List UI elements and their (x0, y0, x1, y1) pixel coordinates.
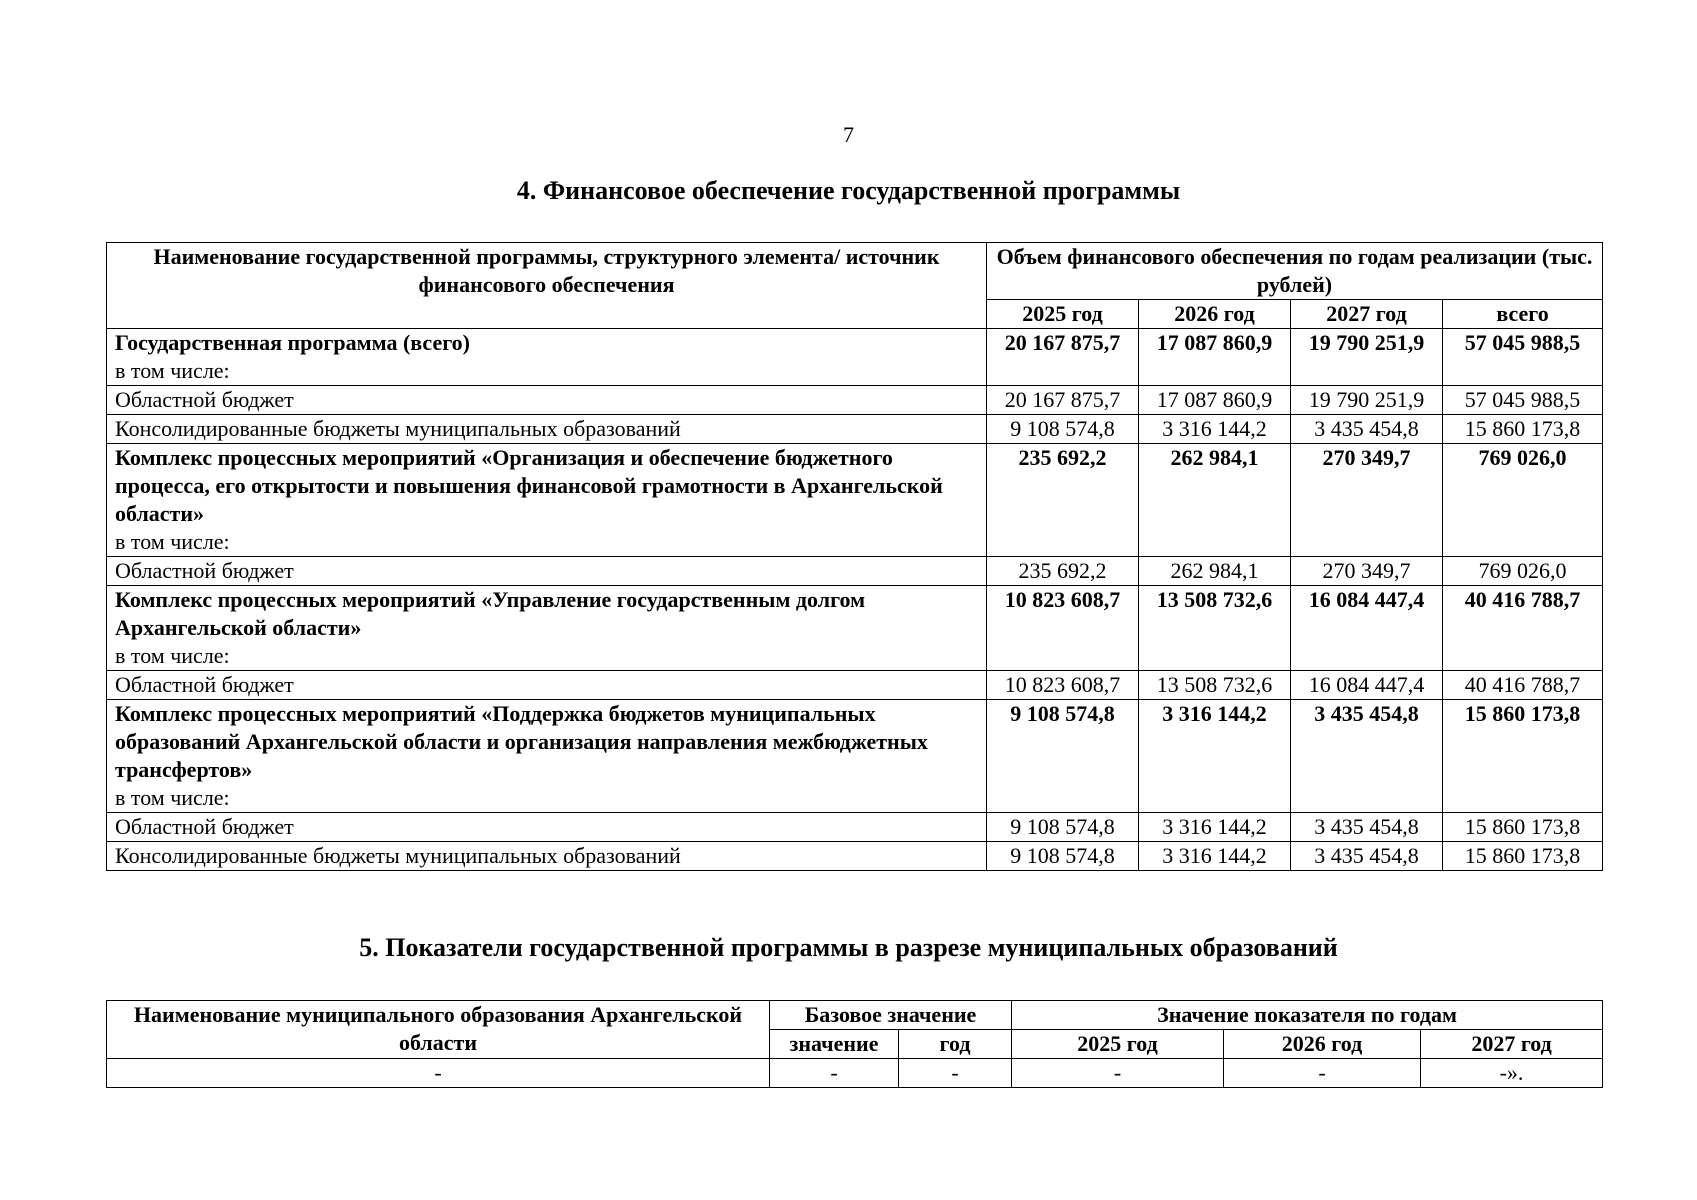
header-funding-volume: Объем финансового обеспечения по годам реализации (тыс. рублей) (987, 243, 1603, 300)
value-cell: 15 860 173,8 (1443, 415, 1603, 444)
table-cell: -». (1421, 1059, 1603, 1088)
row-name: Областной бюджет (115, 558, 294, 583)
header-total: всего (1443, 300, 1603, 329)
value-cell: 9 108 574,8 (987, 700, 1139, 813)
financial-support-table (106, 242, 1603, 871)
value-cell: 16 084 447,4 (1291, 671, 1443, 700)
value-cell: 16 084 447,4 (1291, 586, 1443, 671)
row-name: Государственная программа (всего) (115, 330, 470, 355)
row-name: Областной бюджет (115, 814, 294, 839)
table-cell: - (1012, 1059, 1224, 1088)
value-cell: 262 984,1 (1139, 444, 1291, 557)
row-name-cell (107, 700, 987, 813)
row-name-cell (107, 813, 987, 842)
section-5-title: 5. Показатели государственной программы в разрезе муниципальных образований (359, 933, 1338, 962)
row-subtitle: в том числе: (115, 358, 230, 383)
value-cell: 769 026,0 (1443, 557, 1603, 586)
table-row (107, 586, 1603, 671)
row-name: Областной бюджет (115, 672, 294, 697)
table-row (107, 415, 1603, 444)
value-cell: 19 790 251,9 (1291, 329, 1443, 386)
row-name-cell (107, 586, 987, 671)
header-base-value-value: значение (770, 1030, 899, 1059)
row-subtitle: в том числе: (115, 785, 230, 810)
row-name: Комплекс процессных мероприятий «Организация и обеспечение бюджетного процесса, его открытости и повышения финансовой грамотности в Архангельской области» (115, 445, 943, 526)
value-cell: 3 435 454,8 (1291, 415, 1443, 444)
row-name-cell (107, 415, 987, 444)
value-cell: 13 508 732,6 (1139, 586, 1291, 671)
value-cell: 270 349,7 (1291, 444, 1443, 557)
row-name: Комплекс процессных мероприятий «Управление государственным долгом Архангельской области» (115, 587, 866, 640)
value-cell: 20 167 875,7 (987, 329, 1139, 386)
value-cell: 270 349,7 (1291, 557, 1443, 586)
table-row (107, 813, 1603, 842)
row-name: Консолидированные бюджеты муниципальных образований (115, 416, 681, 441)
value-cell: 3 316 144,2 (1139, 700, 1291, 813)
table-row (107, 842, 1603, 871)
value-cell: 40 416 788,7 (1443, 671, 1603, 700)
municipal-indicators-table (106, 1000, 1603, 1088)
table-cell: - (899, 1059, 1012, 1088)
page-number: 7 (843, 122, 854, 147)
value-cell: 9 108 574,8 (987, 842, 1139, 871)
table-row (107, 1059, 1603, 1088)
header-year-2026: 2026 год (1139, 300, 1291, 329)
table-row (107, 329, 1603, 386)
section-4-title: 4. Финансовое обеспечение государственной программы (516, 176, 1181, 205)
row-name: Консолидированные бюджеты муниципальных образований (115, 843, 681, 868)
table-cell: - (107, 1059, 770, 1088)
row-name-cell (107, 842, 987, 871)
value-cell: 40 416 788,7 (1443, 586, 1603, 671)
value-cell: 262 984,1 (1139, 557, 1291, 586)
header-year-2027: 2027 год (1421, 1030, 1603, 1059)
value-cell: 13 508 732,6 (1139, 671, 1291, 700)
value-cell: 9 108 574,8 (987, 813, 1139, 842)
row-name-cell (107, 386, 987, 415)
header-year-2027: 2027 год (1291, 300, 1443, 329)
header-base-value: Базовое значение (770, 1001, 1012, 1030)
table-row (107, 444, 1603, 557)
table-cell: - (770, 1059, 899, 1088)
value-cell: 57 045 988,5 (1443, 329, 1603, 386)
value-cell: 235 692,2 (987, 557, 1139, 586)
value-cell: 9 108 574,8 (987, 415, 1139, 444)
financial-table-body (107, 329, 1603, 871)
row-name: Комплекс процессных мероприятий «Поддержка бюджетов муниципальных образований Архангельской области и организация направления межбюджетных трансфертов» (115, 701, 928, 782)
value-cell: 769 026,0 (1443, 444, 1603, 557)
row-name: Областной бюджет (115, 387, 294, 412)
row-name-cell (107, 557, 987, 586)
header-year-2026: 2026 год (1224, 1030, 1421, 1059)
value-cell: 20 167 875,7 (987, 386, 1139, 415)
table-row (107, 671, 1603, 700)
value-cell: 3 316 144,2 (1139, 415, 1291, 444)
table-row (107, 386, 1603, 415)
header-year-2025: 2025 год (1012, 1030, 1224, 1059)
row-name-cell (107, 671, 987, 700)
value-cell: 17 087 860,9 (1139, 329, 1291, 386)
value-cell: 235 692,2 (987, 444, 1139, 557)
header-municipality-name: Наименование муниципального образования Архангельской области (107, 1001, 770, 1059)
header-year-2025: 2025 год (987, 300, 1139, 329)
table-row (107, 700, 1603, 813)
table-row (107, 557, 1603, 586)
header-indicator-by-year: Значение показателя по годам (1012, 1001, 1603, 1030)
header-program-name: Наименование государственной программы, структурного элемента/ источник финансового обеспечения (107, 243, 987, 329)
value-cell: 57 045 988,5 (1443, 386, 1603, 415)
header-base-value-year: год (899, 1030, 1012, 1059)
value-cell: 3 435 454,8 (1291, 700, 1443, 813)
value-cell: 3 435 454,8 (1291, 842, 1443, 871)
value-cell: 3 316 144,2 (1139, 813, 1291, 842)
row-subtitle: в том числе: (115, 643, 230, 668)
value-cell: 17 087 860,9 (1139, 386, 1291, 415)
table-cell: - (1224, 1059, 1421, 1088)
value-cell: 15 860 173,8 (1443, 700, 1603, 813)
row-name-cell (107, 329, 987, 386)
row-name-cell (107, 444, 987, 557)
value-cell: 15 860 173,8 (1443, 842, 1603, 871)
value-cell: 15 860 173,8 (1443, 813, 1603, 842)
value-cell: 3 435 454,8 (1291, 813, 1443, 842)
value-cell: 10 823 608,7 (987, 586, 1139, 671)
value-cell: 19 790 251,9 (1291, 386, 1443, 415)
value-cell: 10 823 608,7 (987, 671, 1139, 700)
row-subtitle: в том числе: (115, 529, 230, 554)
value-cell: 3 316 144,2 (1139, 842, 1291, 871)
